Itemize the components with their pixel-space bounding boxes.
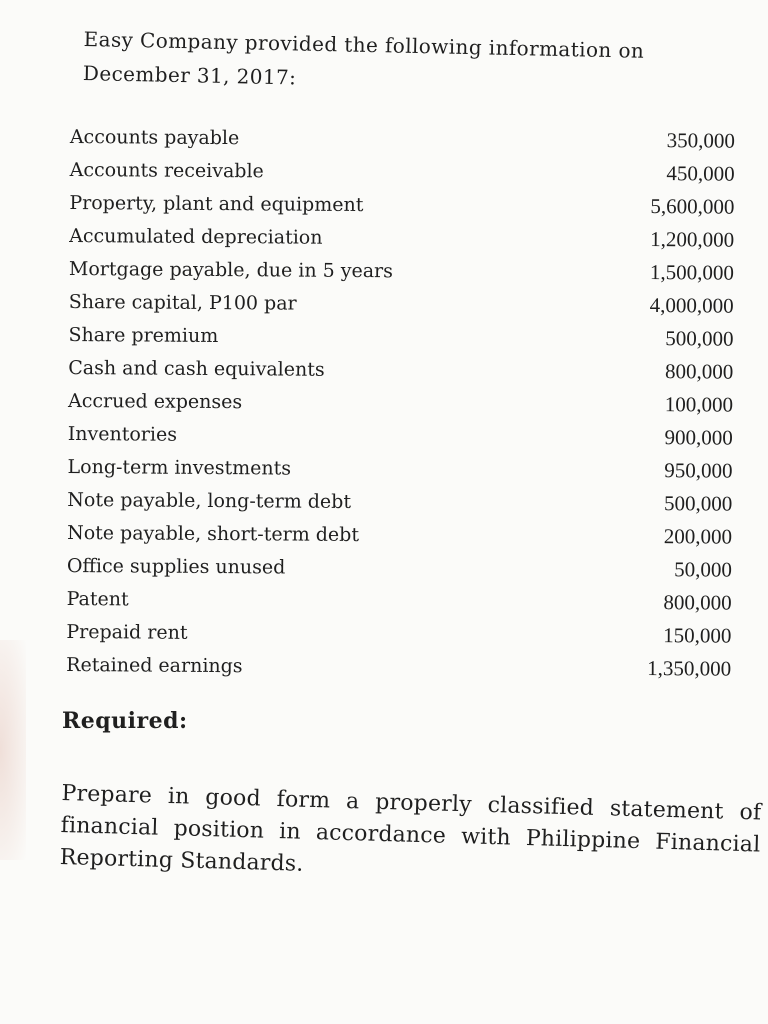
page-edge-shadow — [0, 640, 26, 860]
account-amount: 50,000 — [674, 557, 732, 582]
account-amount: 800,000 — [663, 590, 732, 615]
account-amount: 1,200,000 — [650, 227, 735, 252]
list-item — [69, 285, 734, 323]
account-amount: 1,350,000 — [647, 656, 732, 681]
account-name: Long-term investments — [67, 455, 292, 480]
intro-line-1: Easy Company provided the following information on — [83, 26, 645, 63]
list-item — [68, 318, 733, 356]
account-amount: 5,600,000 — [650, 194, 735, 219]
list-item — [68, 351, 733, 389]
list-item — [67, 450, 732, 488]
account-amount: 150,000 — [663, 623, 732, 648]
list-item — [66, 648, 731, 686]
account-name: Share capital, P100 par — [68, 290, 297, 315]
account-amount: 100,000 — [664, 392, 734, 417]
intro-paragraph — [83, 22, 734, 104]
account-amount: 450,000 — [666, 161, 735, 186]
account-name: Office supplies unused — [66, 554, 286, 579]
account-amount: 4,000,000 — [649, 293, 734, 318]
list-item — [69, 252, 734, 290]
list-item — [69, 219, 734, 257]
account-amount: 900,000 — [664, 425, 733, 450]
account-name: Share premium — [68, 323, 219, 348]
list-item — [68, 417, 733, 455]
intro-line-2: December 31, 2017: — [82, 60, 297, 90]
account-name: Mortgage payable, due in 5 years — [68, 257, 393, 283]
account-name: Accounts receivable — [69, 158, 264, 183]
account-name: Cash and cash equivalents — [68, 356, 325, 381]
list-item — [67, 582, 732, 620]
account-name: Prepaid rent — [66, 620, 188, 644]
list-item — [69, 186, 734, 224]
list-item — [70, 153, 735, 191]
account-amount: 950,000 — [664, 458, 733, 483]
account-name: Note payable, long-term debt — [67, 488, 352, 513]
account-name: Accrued expenses — [67, 389, 243, 414]
account-name: Accounts payable — [69, 125, 240, 150]
account-name: Note payable, short-term debt — [67, 521, 360, 547]
list-item — [70, 120, 735, 158]
account-amount: 200,000 — [663, 524, 733, 549]
list-item — [67, 516, 732, 554]
account-amount: 500,000 — [665, 326, 734, 351]
account-amount: 500,000 — [664, 491, 733, 516]
instruction-paragraph: Prepare in good form a properly classified statement of financial position in accordance with Philippine Financial Reporting Standards. — [59, 780, 762, 877]
account-name: Inventories — [67, 422, 178, 446]
account-name: Patent — [66, 587, 129, 611]
list-item — [66, 615, 731, 653]
account-name: Property, plant and equipment — [69, 191, 364, 217]
account-amount: 350,000 — [666, 128, 735, 153]
required-heading: Required: — [62, 708, 188, 734]
account-name: Accumulated depreciation — [69, 224, 323, 249]
list-item — [67, 549, 732, 587]
account-name: Retained earnings — [66, 653, 243, 678]
account-amount: 800,000 — [664, 359, 734, 384]
list-item — [68, 384, 733, 422]
list-item — [67, 483, 732, 521]
account-balances-list — [66, 120, 735, 686]
account-amount: 1,500,000 — [649, 260, 735, 285]
